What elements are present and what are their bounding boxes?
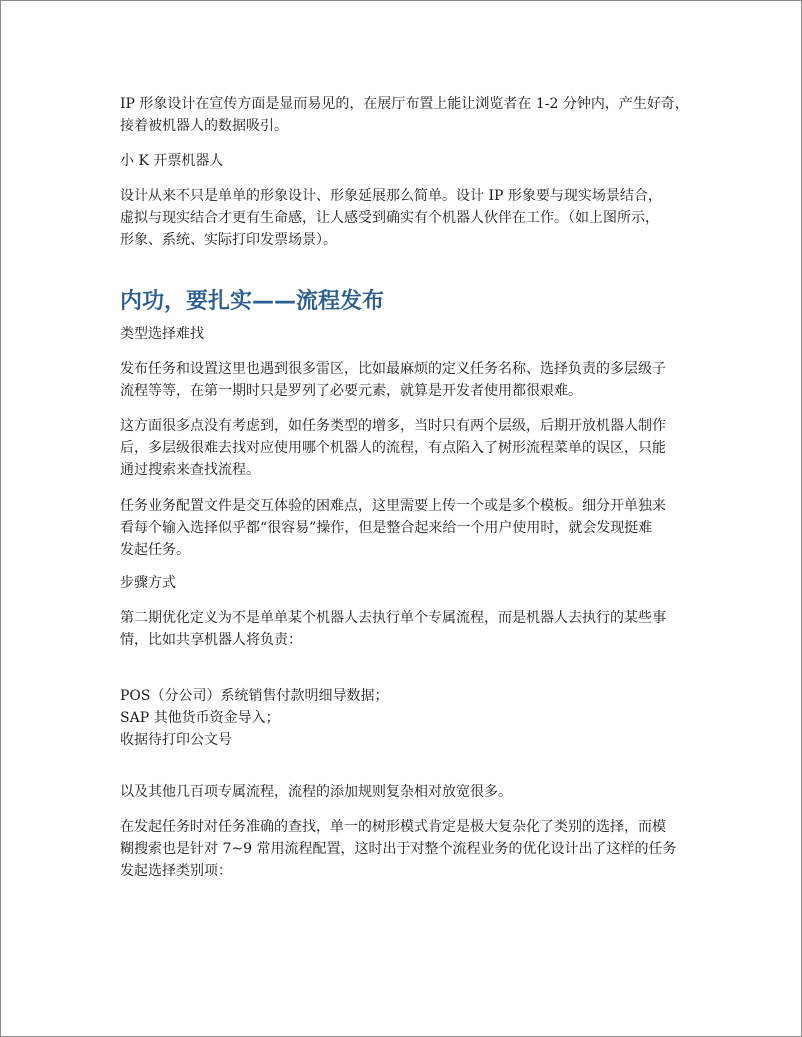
list-item: SAP 其他货币资金导入； <box>120 710 280 726</box>
text-line: 发起选择类别项： <box>120 863 232 879</box>
text-line: IP 形象设计在宣传方面是显而易见的，在展厅布置上能让浏览者在 1-2 分钟内，产生好奇， <box>120 96 689 112</box>
paragraph-task-search <box>120 816 690 882</box>
process-list <box>120 685 690 751</box>
text-line: 看每个输入选择似乎都“很容易”操作，但是整合起来给一个用户使用时，就会发现挺难 <box>120 520 653 536</box>
paragraph-publish-task <box>120 358 690 402</box>
text-line: 虚拟与现实结合才更有生命感，让人感受到确实有个机器人伙伴在工作。（如上图所示， <box>120 210 659 226</box>
text-line: 形象、系统、实际打印发票场景）。 <box>120 232 337 248</box>
text-line: 以及其他几百项专属流程，流程的添加规则复杂相对放宽很多。 <box>120 784 512 800</box>
paragraph-phase-two <box>120 607 690 651</box>
text-line: 第二期优化定义为不是单单某个机器人去执行单个专属流程，而是机器人去执行的某些事 <box>120 610 666 626</box>
text-line: 发起任务。 <box>120 542 190 558</box>
subheading-type-selection: 类型选择难找 <box>120 326 204 342</box>
list-item: POS（分公司）系统销售付款明细导数据； <box>120 688 389 704</box>
text-line: 糊搜索也是针对 7~9 常用流程配置，这时出于对整个流程业务的优化设计出了这样的任务 <box>120 841 677 857</box>
subheading-step-method: 步骤方式 <box>120 575 176 591</box>
text-line: 接着被机器人的数据吸引。 <box>120 118 288 134</box>
text-line: 在发起任务时对任务准确的查找，单一的树形模式肯定是极大复杂化了类别的选择，而模 <box>120 819 666 835</box>
paragraph-design-scene <box>120 185 690 251</box>
paragraph-ip-design <box>120 93 690 137</box>
text-line: 发布任务和设置这里也遇到很多雷区，比如最麻烦的定义任务名称、选择负责的多层级子 <box>120 361 666 377</box>
section-heading: 内功，要扎实——流程发布 <box>120 289 385 314</box>
text-line: 流程等等，在第一期时只是罗列了必要元素，就算是开发者使用都很艰难。 <box>120 383 582 399</box>
label-robot: 小 K 开票机器人 <box>120 153 224 169</box>
paragraph-config-files <box>120 495 690 561</box>
paragraph-task-types <box>120 415 690 481</box>
text-line: 情，比如共享机器人将负责： <box>120 632 302 648</box>
text-line: 这方面很多点没有考虑到，如任务类型的增多，当时只有两个层级，后期开放机器人制作 <box>120 418 666 434</box>
text-line: 通过搜索来查找流程。 <box>120 462 260 478</box>
paragraph-other-processes <box>120 781 690 803</box>
text-line: 任务业务配置文件是交互体验的困难点，这里需要上传一个或是多个模板。细分开单独来 <box>120 498 666 514</box>
list-item: 收据待打印公文号 <box>120 732 232 748</box>
text-line: 后，多层级很难去找对应使用哪个机器人的流程，有点陷入了树形流程菜单的误区，只能 <box>120 440 666 456</box>
text-line: 设计从来不只是单单的形象设计、形象延展那么简单。设计 IP 形象要与现实场景结合， <box>120 188 662 204</box>
